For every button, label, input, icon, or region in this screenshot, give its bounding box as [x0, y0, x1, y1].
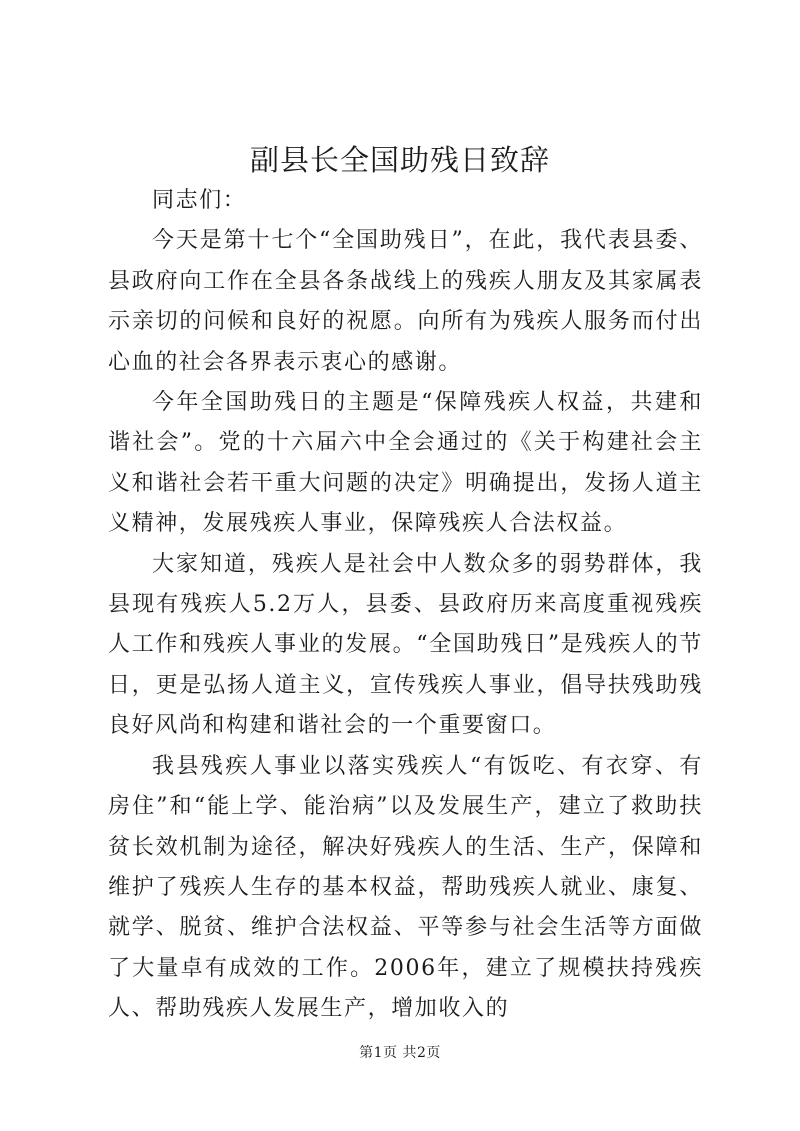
paragraph-2: 今年全国助残日的主题是“保障残疾人权益，共建和谐社会”。党的十六届六中全会通过的《关于构建社会主义和谐社会若干重大问题的决定》明确提出，发扬人道主义精神，发展残疾人事业，保障残疾人合法权益。 [108, 390, 703, 537]
paragraph-4: 我县残疾人事业以落实残疾人“有饭吃、有衣穿、有房住”和“能上学、能治病”以及发展生产，建立了救助扶贫长效机制为途径，解决好残疾人的生活、生产，保障和维护了残疾人生存的基本权益，帮助残疾人就业、康复、就学、脱贫、维护合法权益、平等参与社会生活等方面做了大量卓有成效的工作。2006年，建立了规模扶持残疾人、帮助残疾人发展生产，增加收入的 [108, 753, 703, 1022]
salutation: 同志们： [152, 188, 247, 213]
paragraph-3: 大家知道，残疾人是社会中人数众多的弱势群体，我县现有残疾人5.2万人，县委、县政府历来高度重视残疾人工作和残疾人事业的发展。“全国助残日”是残疾人的节日，更是弘扬人道主义，宣传残疾人事业，倡导扶残助残良好风尚和构建和谐社会的一个重要窗口。 [108, 551, 703, 739]
paragraph-1: 今天是第十七个“全国助残日”，在此，我代表县委、县政府向工作在全县各条战线上的残疾人朋友及其家属表示亲切的问候和良好的祝愿。向所有为残疾人服务而付出心血的社会各界表示衷心的感谢。 [108, 228, 703, 375]
page-footer: 第1页 共2页 [359, 1045, 441, 1061]
document-body [108, 181, 703, 1030]
document-title: 副县长全国助残日致辞 [249, 143, 550, 177]
